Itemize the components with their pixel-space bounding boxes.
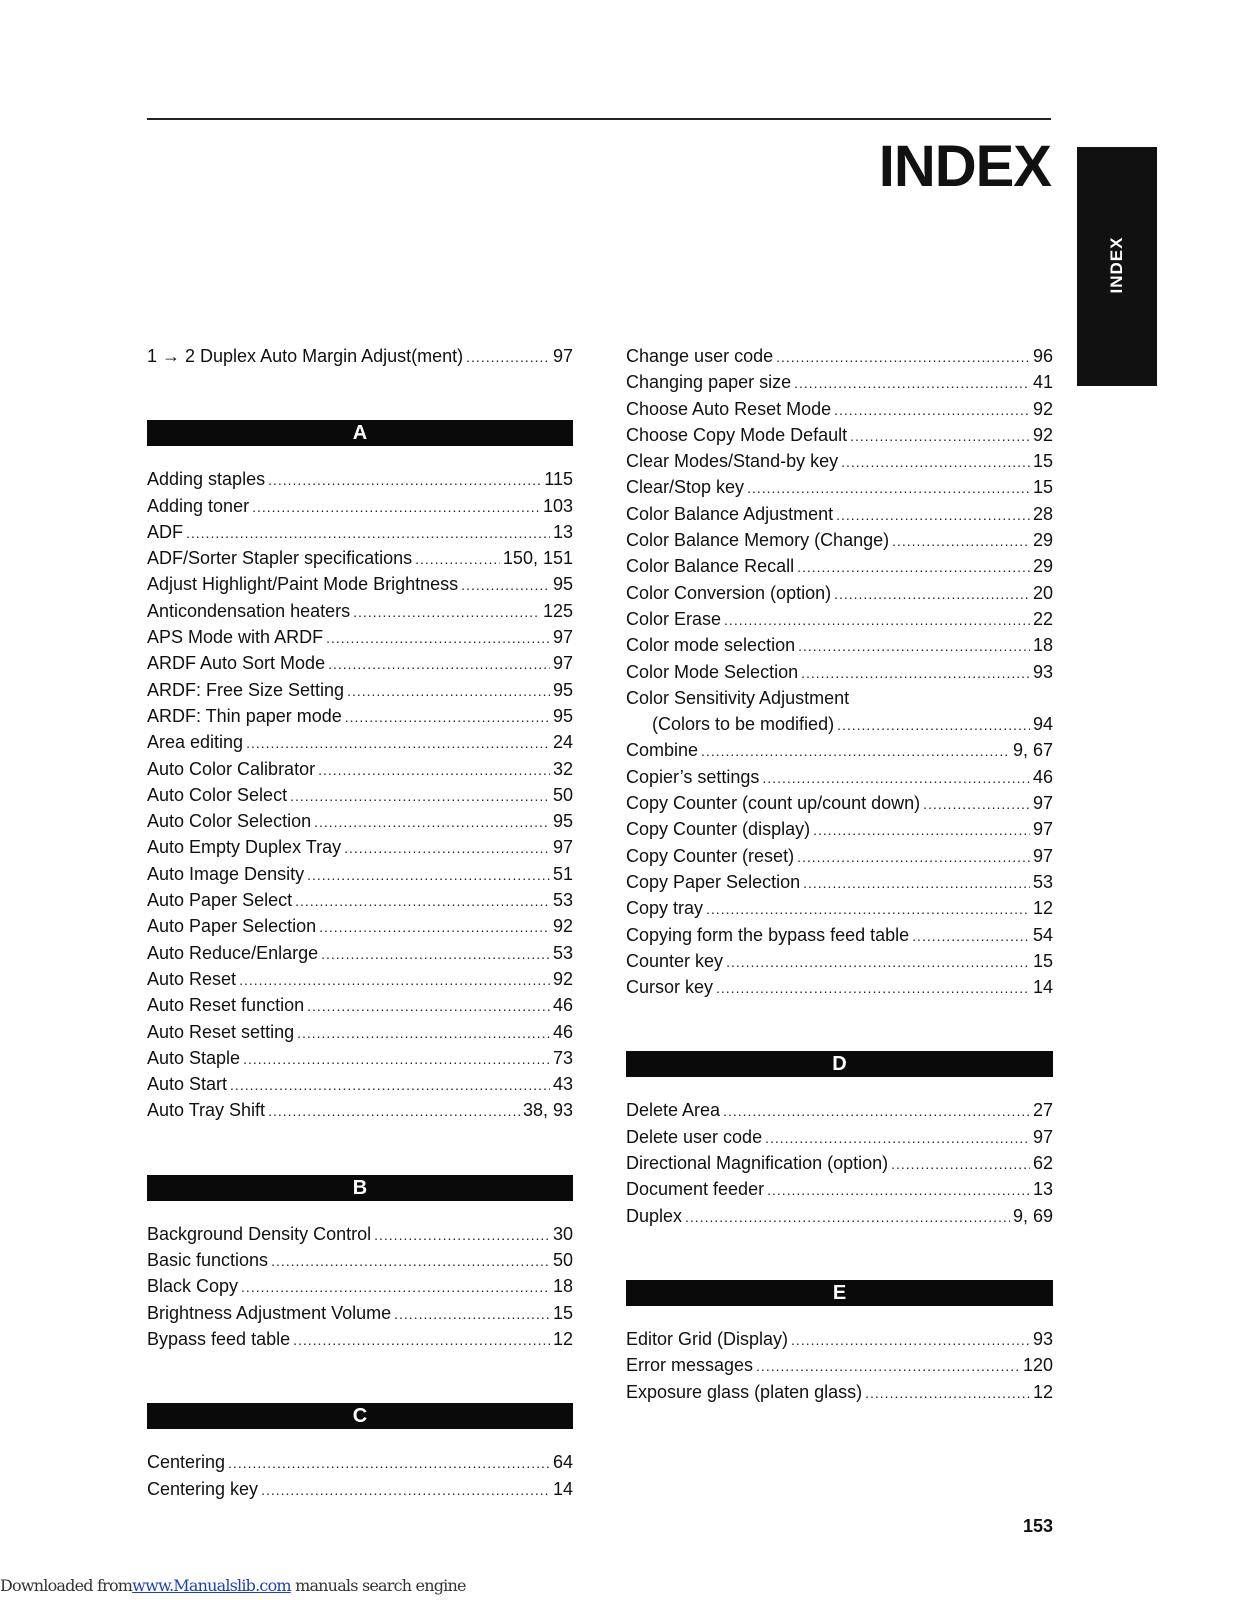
entry-page: 93 [1032,1328,1053,1349]
entry-name: Area editing [147,732,244,753]
index-entry [147,890,573,916]
leader-dots [261,1482,550,1498]
leader-dots [415,551,500,567]
entry-name: Change user code [626,346,774,366]
index-entry [626,1153,1053,1179]
leader-dots [912,928,1030,944]
leader-dots [850,428,1030,444]
index-entry [626,556,1053,582]
leader-dots [767,1182,1030,1198]
entry-page: 30 [552,1223,573,1244]
index-entry [147,653,573,679]
entry-name: Auto Paper Select [147,890,293,911]
section-spacer [626,1003,1053,1051]
section-spacer [147,1127,573,1175]
entry-page: 62 [1032,1153,1053,1174]
entry-name: Duplex [626,1205,683,1226]
leader-dots [756,1358,1020,1374]
index-entry [147,1479,573,1505]
entry-name: Error messages [626,1355,754,1376]
index-entry [626,504,1053,530]
entry-name: Adding toner [147,495,250,516]
entry-page: 27 [1032,1100,1053,1121]
entry-name: Auto Reset function [147,995,305,1016]
leader-dots [797,849,1030,865]
entry-name: ARDF: Free Size Setting [147,679,345,700]
entry-page: 14 [552,1478,573,1499]
leader-dots [252,499,540,515]
index-entry [147,548,573,574]
entry-page: 32 [552,758,573,779]
entry-name: Auto Image Density [147,863,305,884]
entry-name: Choose Auto Reset Mode [626,398,832,419]
entry-page: 15 [1032,950,1053,971]
leader-dots [353,604,540,620]
leader-dots [241,1279,550,1295]
entry-page: 46 [552,1021,573,1042]
entry-name: Color Mode Selection [626,661,799,682]
index-entry [626,951,1053,977]
entry-name: Copy Counter (display) [626,819,811,840]
index-entry [626,714,1053,740]
download-footer [0,1576,466,1595]
index-entry [626,1329,1053,1355]
entry-page: 97 [1032,793,1053,814]
leader-dots [747,480,1030,496]
entry-name: Black Copy [147,1276,239,1297]
leader-dots [239,972,550,988]
entry-page: 97 [552,346,573,366]
entry-name: ADF/Sorter Stapler specifications [147,548,413,569]
entry-name: Adjust Highlight/Paint Mode Brightness [147,574,459,595]
entry-name: Exposure glass (platen glass) [626,1381,863,1402]
index-entry [626,425,1053,451]
index-entry [626,819,1053,845]
entry-name: Clear Modes/Stand-by key [626,451,839,472]
entry-page: 24 [552,732,573,753]
leader-dots [765,1130,1030,1146]
index-entry [147,1022,573,1048]
index-entry [626,1382,1053,1408]
entry-name: Copy Paper Selection [626,871,801,892]
section-header-a: A [147,420,573,446]
index-entry [626,688,1053,714]
index-entry [626,977,1053,1003]
entry-page: 15 [552,1302,573,1323]
index-entry [147,469,573,495]
entry-name: Auto Color Select [147,784,288,805]
entry-page: 120 [1022,1355,1053,1376]
index-entry [147,1048,573,1074]
index-entry [147,732,573,758]
index-entry [626,451,1053,477]
entry-name: Color Balance Memory (Change) [626,530,890,551]
entry-page: 9, 67 [1012,740,1053,761]
section-spacer [626,1306,1053,1329]
entry-name: Counter key [626,950,724,971]
entry-name: Adding staples [147,469,266,490]
leader-dots [321,946,550,962]
entry-name: ARDF: Thin paper mode [147,705,342,726]
entry-page: 125 [542,600,573,621]
leader-dots [798,638,1030,654]
leader-dots [271,1253,550,1269]
entry-page: 92 [552,916,573,937]
entry-page: 97 [1032,845,1053,866]
index-entry [147,837,573,863]
side-tab-label: INDEX [1107,236,1126,294]
index-entry [147,601,573,627]
entry-page: 51 [552,863,573,884]
section-spacer [147,1355,573,1403]
leader-dots [186,525,550,541]
section-spacer [626,1077,1053,1100]
leader-dots [865,1385,1030,1401]
leader-dots [892,533,1030,549]
leader-dots [466,349,550,365]
leader-dots [801,665,1030,681]
entry-page: 97 [1032,1126,1053,1147]
index-entry [626,346,1053,372]
leader-dots [685,1209,1010,1225]
entry-page: 12 [552,1328,573,1349]
entry-page: 13 [1032,1179,1053,1200]
entry-page: 41 [1032,372,1053,393]
leader-dots [923,796,1030,812]
index-entry [626,1100,1053,1126]
leader-dots [891,1156,1030,1172]
leader-dots [813,822,1030,838]
entry-name: Auto Reduce/Enlarge [147,942,319,963]
leader-dots [347,683,550,699]
index-entry [626,1179,1053,1205]
leader-dots [461,577,550,593]
index-entry [147,1074,573,1100]
entry-page: 95 [552,811,573,832]
entry-name: Color Conversion (option) [626,582,832,603]
entry-name: ARDF Auto Sort Mode [147,653,326,674]
index-entry [147,346,573,372]
entry-name: Copier’s settings [626,766,760,787]
entry-page: 94 [1032,714,1053,735]
index-entry [147,916,573,942]
index-column-right [626,346,1053,1408]
section-spacer [147,372,573,420]
index-entry [147,1250,573,1276]
entry-name: Background Density Control [147,1223,372,1244]
leader-dots [230,1077,550,1093]
index-entry [147,706,573,732]
entry-page: 53 [552,890,573,911]
entry-name: Centering key [147,1478,259,1499]
entry-page: 46 [552,995,573,1016]
leader-dots [374,1227,550,1243]
index-entry [147,759,573,785]
leader-dots [706,901,1030,917]
side-index-tab [1077,147,1157,386]
entry-page: 29 [1032,530,1053,551]
entry-page: 54 [1032,924,1053,945]
entry-name: Choose Copy Mode Default [626,424,848,445]
index-column-left [147,346,573,1505]
entry-name: Basic functions [147,1250,269,1271]
index-entry [147,1100,573,1126]
entry-name: Delete user code [626,1126,763,1147]
entry-name: 1 → 2 Duplex Auto Margin Adjust(ment) [147,346,464,366]
entry-name: Auto Reset setting [147,1021,295,1042]
entry-page: 53 [1032,871,1053,892]
entry-name: Cursor key [626,977,714,998]
entry-name: Delete Area [626,1100,721,1121]
entry-name: Auto Paper Selection [147,916,317,937]
index-entry [626,925,1053,951]
entry-name: Copying form the bypass feed table [626,924,910,945]
entry-page: 28 [1032,503,1053,524]
index-entry [626,372,1053,398]
index-entry [626,846,1053,872]
leader-dots [716,980,1030,996]
section-header-d: D [626,1051,1053,1077]
entry-name: Auto Color Calibrator [147,758,316,779]
entry-name: Anticondensation heaters [147,600,351,621]
entry-page: 20 [1032,582,1053,603]
leader-dots [834,586,1030,602]
index-entry [147,864,573,890]
section-spacer [147,1201,573,1224]
leader-dots [724,612,1030,628]
entry-page: 73 [552,1047,573,1068]
index-entry [626,477,1053,503]
index-entry [147,680,573,706]
leader-dots [314,814,550,830]
entry-page: 95 [552,679,573,700]
index-entry [147,785,573,811]
entry-page: 29 [1032,556,1053,577]
entry-name: Brightness Adjustment Volume [147,1302,392,1323]
entry-page: 97 [552,627,573,648]
index-entry [147,969,573,995]
index-entry [147,1276,573,1302]
index-entry [626,530,1053,556]
entry-page: 50 [552,784,573,805]
entry-name: APS Mode with ARDF [147,627,324,648]
index-entry [626,872,1053,898]
index-entry [626,898,1053,924]
index-entry [626,767,1053,793]
leader-dots [246,735,550,751]
entry-name: Copy Counter (count up/count down) [626,793,921,814]
entry-name: Document feeder [626,1179,765,1200]
index-entry [147,496,573,522]
entry-name: Color Erase [626,608,722,629]
entry-page: 14 [1032,977,1053,998]
index-entry [147,627,573,653]
leader-dots [836,507,1030,523]
entry-name: Auto Color Selection [147,811,312,832]
index-entry [626,609,1053,635]
leader-dots [319,919,550,935]
entry-page: 93 [1032,661,1053,682]
leader-dots [243,1051,550,1067]
leader-dots [776,349,1030,365]
section-header-b: B [147,1175,573,1201]
entry-page: 12 [1032,1381,1053,1402]
leader-dots [293,1332,550,1348]
index-entry [147,1329,573,1355]
entry-name: ADF [147,521,183,542]
leader-dots [295,893,550,909]
leader-dots [394,1306,550,1322]
entry-page: 103 [542,495,573,516]
index-entry [626,1206,1053,1232]
entry-name: Bypass feed table [147,1328,291,1349]
entry-page: 18 [1032,635,1053,656]
leader-dots [268,1103,520,1119]
section-header-c: C [147,1403,573,1429]
index-entry [147,522,573,548]
entry-name: Color Balance Adjustment [626,503,834,524]
leader-dots [307,998,550,1014]
leader-dots [326,630,550,646]
leader-dots [318,762,550,778]
leader-dots [701,743,1010,759]
footer-suffix: manuals search engine [290,1576,466,1595]
entry-page: 97 [552,653,573,674]
entry-page: 18 [552,1276,573,1297]
index-entry [626,1127,1053,1153]
leader-dots [762,770,1030,786]
entry-page: 9, 69 [1012,1205,1053,1226]
entry-page: 95 [552,705,573,726]
entry-page: 43 [552,1074,573,1095]
entry-page: 13 [552,521,573,542]
entry-page: 92 [552,968,573,989]
index-entry [626,793,1053,819]
entry-name: Color Balance Recall [626,556,795,577]
index-entry [147,811,573,837]
entry-page: 53 [552,942,573,963]
entry-page: 22 [1032,608,1053,629]
leader-dots [837,717,1030,733]
leader-dots [841,454,1030,470]
leader-dots [228,1455,550,1471]
index-entry [147,1303,573,1329]
leader-dots [791,1332,1030,1348]
entry-name: (Colors to be modified) [652,714,835,735]
entry-name: Auto Empty Duplex Tray [147,837,342,858]
leader-dots [297,1025,550,1041]
index-entry [626,662,1053,688]
index-entry [626,399,1053,425]
page-number: 153 [1022,1516,1053,1536]
leader-dots [803,875,1030,891]
entry-name: Color Sensitivity Adjustment [626,687,850,708]
leader-dots [834,402,1030,418]
leader-dots [290,788,550,804]
entry-page: 92 [1032,398,1053,419]
leader-dots [307,867,550,883]
section-spacer [147,1429,573,1452]
entry-page: 64 [552,1452,573,1473]
index-entry [147,995,573,1021]
entry-name: Combine [626,740,699,761]
leader-dots [723,1103,1030,1119]
leader-dots [726,954,1030,970]
entry-name: Directional Magnification (option) [626,1153,889,1174]
entry-name: Auto Staple [147,1047,241,1068]
entry-name: Centering [147,1452,226,1473]
entry-name: Color mode selection [626,635,796,656]
entry-page: 15 [1032,477,1053,498]
leader-dots [328,656,550,672]
index-entry [147,943,573,969]
page-title: INDEX [878,134,1051,199]
manualslib-link[interactable]: www.Manualslib.com [132,1576,291,1595]
entry-name: Changing paper size [626,372,792,393]
entry-page: 92 [1032,424,1053,445]
leader-dots [794,375,1030,391]
entry-name: Auto Reset [147,968,237,989]
entry-page: 97 [552,837,573,858]
section-spacer [626,1232,1053,1280]
section-spacer [147,446,573,469]
leader-dots [345,709,550,725]
index-entry [147,574,573,600]
index-entry [626,1355,1053,1381]
section-header-e: E [626,1280,1053,1306]
entry-page: 150, 151 [502,548,573,569]
index-entry [147,1224,573,1250]
entry-name: Clear/Stop key [626,477,745,498]
entry-page: 96 [1032,346,1053,366]
footer-prefix: Downloaded from [0,1576,133,1595]
entry-name: Copy Counter (reset) [626,845,795,866]
entry-name: Auto Tray Shift [147,1100,266,1121]
entry-name: Editor Grid (Display) [626,1328,789,1349]
leader-dots [344,840,550,856]
index-entry [626,635,1053,661]
entry-page: 95 [552,574,573,595]
leader-dots [268,472,541,488]
entry-page: 50 [552,1250,573,1271]
header-rule [147,118,1051,120]
entry-name: Copy tray [626,898,704,919]
index-entry [626,583,1053,609]
entry-page: 15 [1032,451,1053,472]
index-entry [626,740,1053,766]
entry-name: Auto Start [147,1074,228,1095]
entry-page: 97 [1032,819,1053,840]
entry-page: 12 [1032,898,1053,919]
entry-page: 46 [1032,766,1053,787]
entry-page: 38, 93 [522,1100,573,1121]
leader-dots [797,559,1030,575]
index-entry [147,1452,573,1478]
entry-page: 115 [544,469,573,490]
